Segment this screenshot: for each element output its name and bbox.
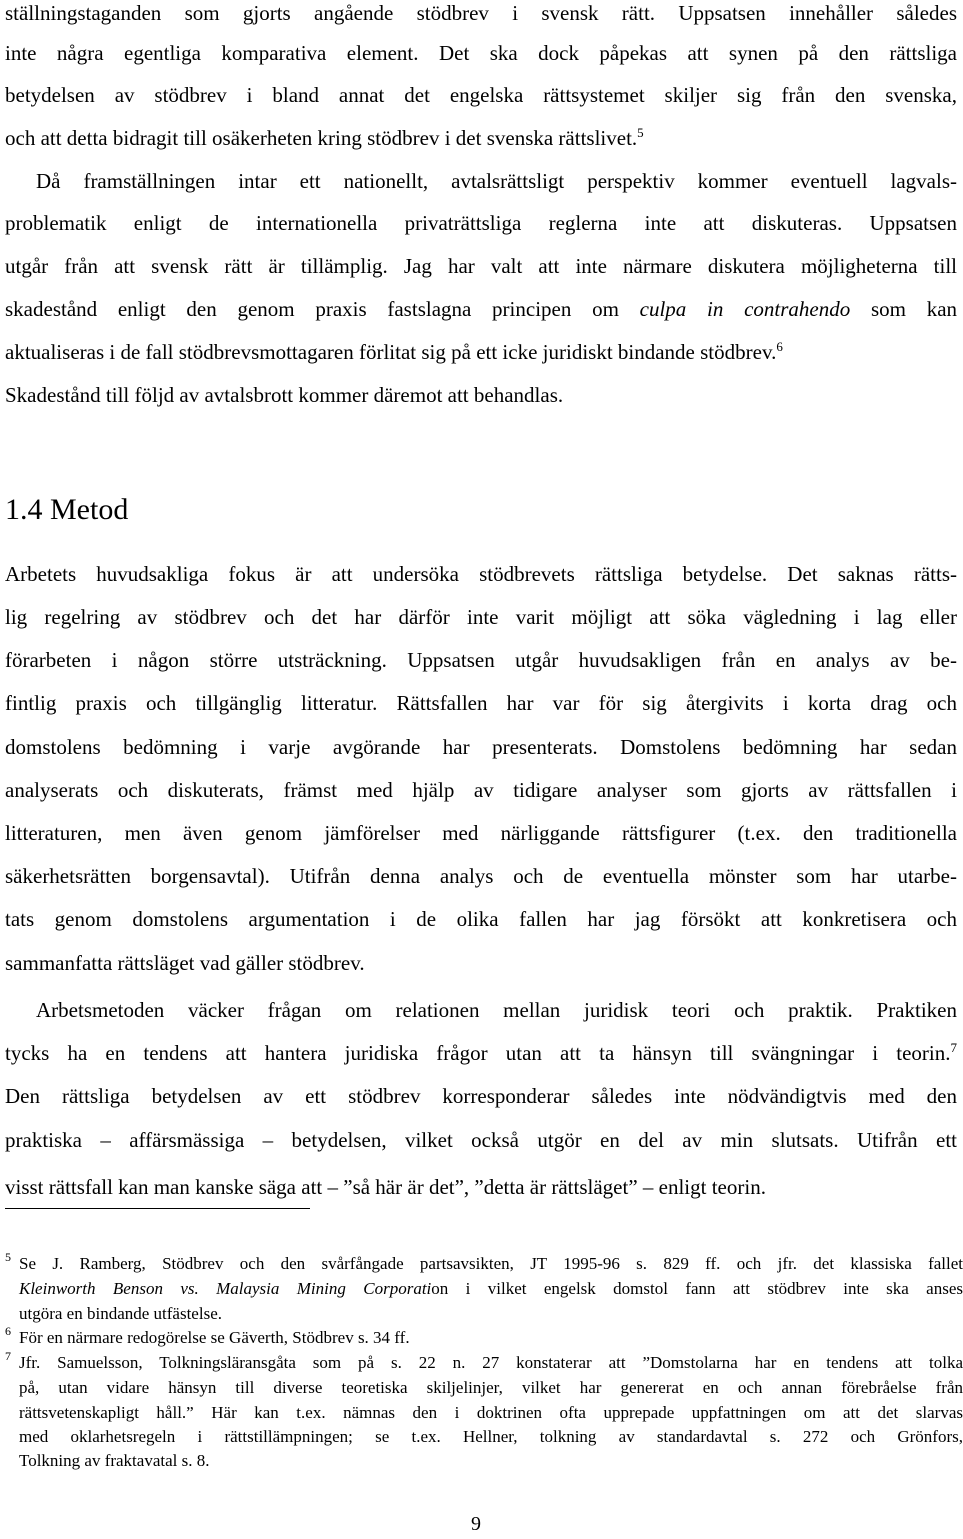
body-line: Arbetsmetoden väcker frågan om relationen mellan juridisk teori och praktik. Praktiken — [36, 998, 957, 1022]
body-line: fintlig praxis och tillgänglig litteratur. Rättsfallen har var för sig återgivits i korta drag och — [5, 691, 957, 715]
footnote-5: 5 Se J. Ramberg, Stödbrev och den svårfångade partsavsikten, JT 1995-96 s. 829 ff. och jfr. det klassiska fallet — [19, 1252, 963, 1275]
latin-term: culpa in contrahendo — [639, 297, 851, 321]
footnote-line: Kleinworth Benson vs. Malaysia Mining Corporation i vilket engelsk domstol fann att stödbrev inte ska anses — [19, 1279, 963, 1298]
case-name: Kleinworth Benson vs. Malaysia Mining Corporati — [19, 1279, 432, 1298]
body-line: säkerhetsrätten borgensavtal). Utifrån denna analys och de eventuella mönster som har utarbe- — [5, 864, 957, 888]
footnote-mark: 7 — [5, 1349, 11, 1363]
body-line: ställningstaganden som gjorts angående stödbrev i svensk rätt. Uppsatsen innehåller således — [5, 1, 957, 25]
body-line: domstolens bedömning i varje avgörande har presenterats. Domstolens bedömning har sedan — [5, 735, 957, 759]
footnote-mark: 5 — [5, 1250, 11, 1264]
body-line: tats genom domstolens argumentation i de olika fallen har jag försökt att konkretisera och — [5, 907, 957, 931]
footnote-line: utgöra en bindande utfästelse. — [19, 1304, 222, 1323]
footnote-ref: 7 — [950, 1040, 957, 1055]
footnote-separator — [5, 1208, 310, 1209]
footnote-mark: 6 — [5, 1324, 11, 1338]
document-page — [5, 0, 963, 1539]
body-line: litteraturen, men även genom jämförelser med närliggande rättsfigurer (t.ex. den traditionella — [5, 821, 957, 845]
page-number: 9 — [471, 1513, 481, 1535]
footnote-ref: 6 — [776, 339, 783, 354]
footnote-6: 6 För en närmare redogörelse se Gäverth, Stödbrev s. 34 ff. — [19, 1326, 963, 1349]
section-heading: 1.4 Metod — [5, 493, 129, 526]
body-line: Skadestånd till följd av avtalsbrott kommer däremot att behandlas. — [5, 383, 564, 407]
body-line: Då framställningen intar ett nationellt, avtalsrättsligt perspektiv kommer eventuell lagvals- — [36, 169, 957, 193]
body-line: aktualiseras i de fall stödbrevsmottagaren förlitat sig på ett icke juridiskt bindande stödbrev.$^6$ — [5, 339, 783, 364]
body-line: tycks ha en tendens att hantera juridiska frågor utan att ta hänsyn till svängningar i teorin.$^7$ — [5, 1040, 957, 1065]
body-line: Arbetets huvudsakliga fokus är att undersöka stödbrevets rättsliga betydelse. Det saknas rätts- — [5, 562, 957, 586]
footnote-line: med oklarhetsregeln i rättstillämpningen; se t.ex. Hellner, tolkning av standardavtal s. 272 och Grönfors, — [19, 1427, 963, 1446]
body-line: Den rättsliga betydelsen av ett stödbrev korresponderar således inte nödvändigtvis med den — [5, 1084, 957, 1108]
body-line: inte några egentliga komparativa element. Det ska dock påpekas att synen på den rättsliga — [5, 41, 957, 65]
body-line: och att detta bidragit till osäkerheten kring stödbrev i det svenska rättslivet.$^5$ — [5, 125, 644, 150]
footnote-line: rättsvetenskapligt håll.” Här kan t.ex. nämnas den i doktrinen ofta upprepade uppfattningen om att det slarvas — [19, 1403, 963, 1422]
footnote-ref: 5 — [637, 125, 644, 140]
body-line: sammanfatta rättsläget vad gäller stödbrev. — [5, 951, 365, 975]
body-line: praktiska – affärsmässiga – betydelsen, vilket också utgör en del av min slutsats. Utifrån ett — [5, 1128, 957, 1152]
body-line: problematik enligt de internationella privaträttsliga reglerna inte att diskuteras. Uppsatsen — [5, 211, 957, 235]
body-line: visst rättsfall kan man kanske säga att – ”så här är det”, ”detta är rättsläget” – enligt teorin. — [5, 1175, 766, 1199]
body-line: analyserats och diskuterats, främst med hjälp av tidigare analyser som gjorts av rättsfallen i — [5, 778, 957, 802]
footnote-7: 7 Jfr. Samuelsson, Tolkningsläransgåta som på s. 22 n. 27 konstaterar att ”Domstolarna har en tendens att tolka — [19, 1351, 963, 1374]
body-line: förarbeten i någon större utsträckning. Uppsatsen utgår huvudsakligen från en analys av be- — [5, 648, 957, 672]
footnote-line: på, utan vidare hänsyn till diverse teoretiska skiljelinjer, vilket har genererat en och annan förebråelse från — [19, 1378, 963, 1397]
body-line: skadestånd enligt den genom praxis fastslagna principen om culpa in contrahendo som kan — [5, 297, 958, 321]
body-line: betydelsen av stödbrev i bland annat det engelska rättsystemet skiljer sig från den svenska, — [5, 83, 957, 107]
body-line: lig regelring av stödbrev och det har därför inte varit möjligt att söka vägledning i lag eller — [5, 605, 957, 629]
footnote-line: Tolkning av fraktavatal s. 8. — [19, 1451, 210, 1470]
body-line: utgår från att svensk rätt är tillämplig. Jag har valt att inte närmare diskutera möjligheterna till — [5, 254, 957, 278]
